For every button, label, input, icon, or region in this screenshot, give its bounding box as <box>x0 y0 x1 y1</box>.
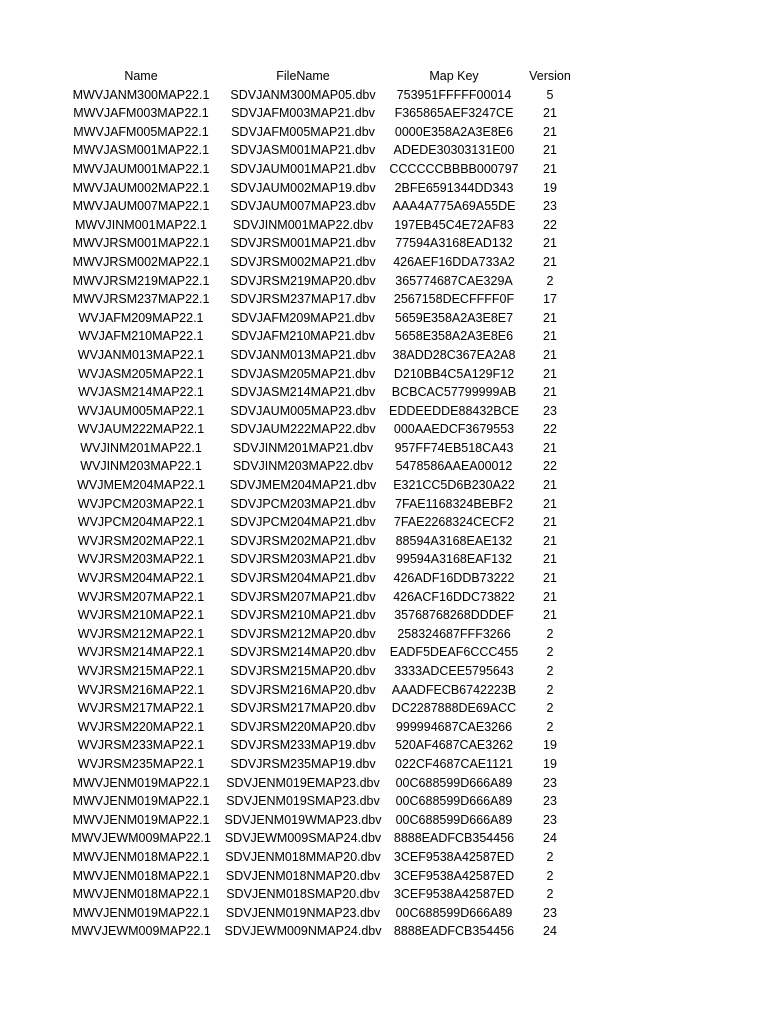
name-cell: MWVJENM018MAP22.1 <box>72 887 210 902</box>
filename-cell: SDVJASM001MAP21.dbv <box>230 143 376 158</box>
table-row <box>0 402 768 421</box>
map-key-cell: 753951FFFFF00014 <box>396 87 512 102</box>
name-cell: WVJRSM207MAP22.1 <box>77 589 205 604</box>
version-cell: 17 <box>543 292 557 307</box>
map-key-cell: 3CEF9538A42587ED <box>393 887 515 902</box>
map-key-cell: 88594A3168EAE132 <box>395 533 513 548</box>
name-cell: WVJMEM204MAP22.1 <box>77 478 205 493</box>
version-cell: 21 <box>543 310 557 325</box>
map-key-cell: AAADFECB6742223B <box>391 682 517 697</box>
map-key-cell: 000AAEDCF3679553 <box>393 422 515 437</box>
filename-cell: SDVJRSM207MAP21.dbv <box>230 589 376 604</box>
version-cell: 23 <box>543 775 557 790</box>
filename-cell: SDVJAFM003MAP21.dbv <box>231 106 375 121</box>
name-cell: MWVJRSM237MAP22.1 <box>72 292 210 307</box>
table-row <box>0 922 768 941</box>
filename-cell: SDVJASM214MAP21.dbv <box>230 385 376 400</box>
table-row <box>0 476 768 495</box>
filename-cell: SDVJASM205MAP21.dbv <box>230 366 376 381</box>
map-key-cell: EDDEEDDE88432BCE <box>389 403 519 418</box>
map-key-cell: BCBCAC57799999AB <box>391 385 517 400</box>
version-cell: 24 <box>543 924 557 939</box>
version-cell: 21 <box>543 329 557 344</box>
version-cell: 22 <box>543 459 557 474</box>
map-key-cell: F365865AEF3247CE <box>394 106 514 121</box>
filename-cell: SDVJENM018SMAP20.dbv <box>226 887 380 902</box>
filename-cell: SDVJAUM002MAP19.dbv <box>230 180 376 195</box>
table-row <box>0 848 768 867</box>
version-cell: 21 <box>543 440 557 455</box>
map-key-cell: 38ADD28C367EA2A8 <box>392 347 516 362</box>
filename-cell: SDVJPCM203MAP21.dbv <box>230 496 376 511</box>
filename-cell: SDVJPCM204MAP21.dbv <box>230 515 376 530</box>
filename-cell: SDVJRSM233MAP19.dbv <box>230 738 376 753</box>
filename-cell: SDVJENM019WMAP23.dbv <box>224 812 382 827</box>
table-row <box>0 346 768 365</box>
version-cell: 5 <box>546 87 554 102</box>
table-row <box>0 550 768 569</box>
map-key-cell: 258324687FFF3266 <box>397 626 511 641</box>
version-cell: 2 <box>546 664 554 678</box>
map-key-cell: AAA4A775A69A55DE <box>392 199 516 214</box>
filename-cell: SDVJAFM209MAP21.dbv <box>231 310 375 325</box>
filename-cell: SDVJAUM001MAP21.dbv <box>230 161 376 176</box>
name-cell: WVJRSM204MAP22.1 <box>77 571 205 586</box>
name-cell: WVJRSM216MAP22.1 <box>77 682 205 697</box>
version-cell: 21 <box>543 608 557 623</box>
map-key-cell: ADEDE30303131E00 <box>393 143 515 158</box>
filename-cell: SDVJEWM009SMAP24.dbv <box>224 831 382 846</box>
filename-cell: SDVJRSM237MAP17.dbv <box>230 292 376 307</box>
version-cell: 21 <box>543 515 557 530</box>
table-row <box>0 532 768 551</box>
table-row <box>0 625 768 644</box>
table-row <box>0 86 768 105</box>
filename-cell: SDVJRSM217MAP20.dbv <box>230 701 376 716</box>
version-cell: 21 <box>543 254 557 269</box>
filename-cell: SDVJRSM216MAP20.dbv <box>230 682 376 697</box>
map-key-cell: 3333ADCEE5795643 <box>394 664 514 678</box>
map-key-cell: 0000E358A2A3E8E6 <box>394 124 514 139</box>
version-cell: 21 <box>543 366 557 381</box>
column-header-map-key: Map Key <box>429 69 479 83</box>
filename-cell: SDVJAFM210MAP21.dbv <box>231 329 375 344</box>
table-row <box>0 253 768 272</box>
version-cell: 21 <box>543 143 557 158</box>
table-row <box>0 365 768 384</box>
header-row <box>0 67 768 86</box>
version-cell: 21 <box>543 552 557 567</box>
name-cell: MWVJRSM002MAP22.1 <box>72 254 210 269</box>
version-cell: 2 <box>546 626 554 641</box>
filename-cell: SDVJRSM214MAP20.dbv <box>230 645 376 660</box>
filename-cell: SDVJEWM009NMAP24.dbv <box>224 924 382 939</box>
map-key-cell: 8888EADFCB354456 <box>393 831 515 846</box>
version-cell: 2 <box>546 682 554 697</box>
map-key-cell: 197EB45C4E72AF83 <box>394 217 514 232</box>
filename-cell: SDVJRSM219MAP20.dbv <box>230 273 376 288</box>
filename-cell: SDVJANM013MAP21.dbv <box>230 347 376 362</box>
filename-cell: SDVJAUM005MAP23.dbv <box>230 403 376 418</box>
version-cell: 21 <box>543 496 557 511</box>
table-row <box>0 160 768 179</box>
version-cell: 22 <box>543 422 557 437</box>
filename-cell: SDVJINM001MAP22.dbv <box>232 217 374 232</box>
filename-cell: SDVJRSM235MAP19.dbv <box>230 756 376 771</box>
table-row <box>0 736 768 755</box>
version-cell: 21 <box>543 347 557 362</box>
name-cell: WVJRSM235MAP22.1 <box>77 756 205 771</box>
map-key-cell: CCCCCCBBBB000797 <box>389 161 519 176</box>
name-cell: WVJRSM203MAP22.1 <box>77 552 205 567</box>
map-key-cell: 00C688599D666A89 <box>395 905 513 920</box>
version-cell: 2 <box>546 273 554 288</box>
table-row <box>0 439 768 458</box>
filename-cell: SDVJRSM203MAP21.dbv <box>230 552 376 567</box>
name-cell: WVJASM205MAP22.1 <box>78 366 204 381</box>
version-cell: 23 <box>543 794 557 809</box>
name-cell: WVJRSM220MAP22.1 <box>77 719 205 734</box>
map-key-cell: 00C688599D666A89 <box>395 812 513 827</box>
filename-cell: SDVJANM300MAP05.dbv <box>230 87 376 102</box>
version-cell: 21 <box>543 161 557 176</box>
table-row <box>0 792 768 811</box>
version-cell: 23 <box>543 199 557 214</box>
table-row <box>0 383 768 402</box>
name-cell: MWVJAUM002MAP22.1 <box>72 180 210 195</box>
filename-cell: SDVJRSM204MAP21.dbv <box>230 571 376 586</box>
filename-cell: SDVJENM018NMAP20.dbv <box>225 868 381 883</box>
name-cell: WVJRSM217MAP22.1 <box>77 701 205 716</box>
map-key-cell: 520AF4687CAE3262 <box>394 738 514 753</box>
version-cell: 23 <box>543 403 557 418</box>
map-key-cell: D210BB4C5A129F12 <box>393 366 515 381</box>
name-cell: MWVJINM001MAP22.1 <box>75 217 207 232</box>
name-cell: MWVJASM001MAP22.1 <box>72 143 210 158</box>
version-cell: 23 <box>543 905 557 920</box>
name-cell: MWVJAUM007MAP22.1 <box>72 199 210 214</box>
table-row <box>0 513 768 532</box>
column-header-version: Version <box>529 69 571 83</box>
version-cell: 2 <box>546 849 554 864</box>
version-cell: 21 <box>543 478 557 493</box>
map-key-cell: 7FAE1168324BEBF2 <box>395 496 513 511</box>
filename-cell: SDVJENM018MMAP20.dbv <box>225 849 381 864</box>
name-cell: MWVJENM019MAP22.1 <box>72 812 210 827</box>
table-row <box>0 457 768 476</box>
name-cell: MWVJAUM001MAP22.1 <box>72 161 210 176</box>
version-cell: 2 <box>546 887 554 902</box>
map-key-cell: 3CEF9538A42587ED <box>393 868 515 883</box>
name-cell: WVJAUM005MAP22.1 <box>77 403 205 418</box>
table-row <box>0 904 768 923</box>
version-cell: 21 <box>543 236 557 251</box>
filename-cell: SDVJRSM215MAP20.dbv <box>230 664 376 678</box>
filename-cell: SDVJRSM212MAP20.dbv <box>230 626 376 641</box>
version-cell: 2 <box>546 701 554 716</box>
table-row <box>0 867 768 886</box>
table-row <box>0 569 768 588</box>
spreadsheet-table <box>0 67 768 941</box>
version-cell: 21 <box>543 571 557 586</box>
version-cell: 21 <box>543 124 557 139</box>
name-cell: WVJRSM233MAP22.1 <box>77 738 205 753</box>
filename-cell: SDVJRSM002MAP21.dbv <box>230 254 376 269</box>
name-cell: MWVJEWM009MAP22.1 <box>71 924 211 939</box>
table-row <box>0 774 768 793</box>
version-cell: 19 <box>543 756 557 771</box>
filename-cell: SDVJENM019SMAP23.dbv <box>226 794 380 809</box>
map-key-cell: 8888EADFCB354456 <box>393 924 515 939</box>
map-key-cell: 2BFE6591344DD343 <box>394 180 514 195</box>
version-cell: 2 <box>546 868 554 883</box>
name-cell: MWVJAFM005MAP22.1 <box>73 124 209 139</box>
table-row <box>0 420 768 439</box>
filename-cell: SDVJRSM202MAP21.dbv <box>230 533 376 548</box>
filename-cell: SDVJINM203MAP22.dbv <box>232 459 374 474</box>
map-key-cell: 99594A3168EAF132 <box>395 552 513 567</box>
version-cell: 23 <box>543 812 557 827</box>
name-cell: MWVJEWM009MAP22.1 <box>71 831 211 846</box>
name-cell: WVJANM013MAP22.1 <box>77 347 205 362</box>
map-key-cell: E321CC5D6B230A22 <box>393 478 515 493</box>
name-cell: WVJPCM204MAP22.1 <box>77 515 205 530</box>
filename-cell: SDVJMEM204MAP21.dbv <box>229 478 377 493</box>
table-row <box>0 588 768 607</box>
table-row <box>0 309 768 328</box>
version-cell: 2 <box>546 719 554 734</box>
name-cell: WVJINM203MAP22.1 <box>80 459 202 474</box>
table-row <box>0 272 768 291</box>
table-row <box>0 829 768 848</box>
map-key-cell: 00C688599D666A89 <box>395 775 513 790</box>
version-cell: 21 <box>543 106 557 121</box>
filename-cell: SDVJRSM220MAP20.dbv <box>230 719 376 734</box>
name-cell: WVJAFM210MAP22.1 <box>78 329 204 344</box>
map-key-cell: 957FF74EB518CA43 <box>394 440 514 455</box>
name-cell: MWVJENM018MAP22.1 <box>72 849 210 864</box>
table-row <box>0 495 768 514</box>
map-key-cell: 426AEF16DDA733A2 <box>393 254 515 269</box>
filename-cell: SDVJENM019EMAP23.dbv <box>226 775 380 790</box>
table-row <box>0 290 768 309</box>
name-cell: WVJRSM215MAP22.1 <box>77 664 205 678</box>
name-cell: MWVJANM300MAP22.1 <box>72 87 210 102</box>
map-key-cell: 022CF4687CAE1121 <box>395 756 513 771</box>
map-key-cell: 35768768268DDDEF <box>394 608 514 623</box>
map-key-cell: 365774687CAE329A <box>395 273 513 288</box>
name-cell: WVJINM201MAP22.1 <box>80 440 202 455</box>
name-cell: MWVJENM019MAP22.1 <box>72 794 210 809</box>
map-key-cell: EADF5DEAF6CCC455 <box>389 645 519 660</box>
map-key-cell: 2567158DECFFFF0F <box>393 292 515 307</box>
table-row <box>0 681 768 700</box>
table-row <box>0 755 768 774</box>
filename-cell: SDVJINM201MAP21.dbv <box>232 440 374 455</box>
filename-cell: SDVJENM019NMAP23.dbv <box>225 905 381 920</box>
name-cell: MWVJENM019MAP22.1 <box>72 775 210 790</box>
map-key-cell: 7FAE2268324CECF2 <box>393 515 515 530</box>
name-cell: WVJAUM222MAP22.1 <box>77 422 205 437</box>
name-cell: MWVJRSM001MAP22.1 <box>72 236 210 251</box>
map-key-cell: 5659E358A2A3E8E7 <box>394 310 514 325</box>
version-cell: 22 <box>543 217 557 232</box>
column-header-filename: FileName <box>276 69 330 83</box>
name-cell: WVJPCM203MAP22.1 <box>77 496 205 511</box>
version-cell: 21 <box>543 385 557 400</box>
table-row <box>0 141 768 160</box>
map-key-cell: 426ADF16DDB73222 <box>393 571 515 586</box>
map-key-cell: 5478586AAEA00012 <box>395 459 513 474</box>
filename-cell: SDVJAUM007MAP23.dbv <box>230 199 376 214</box>
name-cell: WVJRSM210MAP22.1 <box>77 608 205 623</box>
table-row <box>0 123 768 142</box>
version-cell: 21 <box>543 533 557 548</box>
table-body <box>0 86 768 941</box>
map-key-cell: 3CEF9538A42587ED <box>393 849 515 864</box>
version-cell: 21 <box>543 589 557 604</box>
filename-cell: SDVJAFM005MAP21.dbv <box>231 124 375 139</box>
table-row <box>0 216 768 235</box>
table-row <box>0 197 768 216</box>
filename-cell: SDVJRSM001MAP21.dbv <box>230 236 376 251</box>
column-header-name: Name <box>124 69 158 83</box>
table-row <box>0 811 768 830</box>
map-key-cell: DC2287888DE69ACC <box>391 701 517 716</box>
filename-cell: SDVJAUM222MAP22.dbv <box>230 422 376 437</box>
name-cell: MWVJRSM219MAP22.1 <box>72 273 210 288</box>
map-key-cell: 426ACF16DDC73822 <box>393 589 515 604</box>
name-cell: WVJRSM202MAP22.1 <box>77 533 205 548</box>
table-row <box>0 179 768 198</box>
table-row <box>0 104 768 123</box>
version-cell: 19 <box>543 180 557 195</box>
version-cell: 2 <box>546 645 554 660</box>
table-row <box>0 699 768 718</box>
table-row <box>0 234 768 253</box>
map-key-cell: 00C688599D666A89 <box>395 794 513 809</box>
filename-cell: SDVJRSM210MAP21.dbv <box>230 608 376 623</box>
name-cell: WVJRSM212MAP22.1 <box>77 626 205 641</box>
name-cell: WVJRSM214MAP22.1 <box>77 645 205 660</box>
name-cell: MWVJAFM003MAP22.1 <box>73 106 209 121</box>
table-row <box>0 327 768 346</box>
map-key-cell: 999994687CAE3266 <box>395 719 513 734</box>
name-cell: WVJASM214MAP22.1 <box>78 385 204 400</box>
table-row <box>0 718 768 737</box>
table-row <box>0 662 768 681</box>
version-cell: 24 <box>543 831 557 846</box>
table-row <box>0 643 768 662</box>
name-cell: WVJAFM209MAP22.1 <box>78 310 204 325</box>
name-cell: MWVJENM018MAP22.1 <box>72 868 210 883</box>
map-key-cell: 77594A3168EAD132 <box>395 236 513 251</box>
name-cell: MWVJENM019MAP22.1 <box>72 905 210 920</box>
version-cell: 19 <box>543 738 557 753</box>
table-row <box>0 606 768 625</box>
map-key-cell: 5658E358A2A3E8E6 <box>394 329 514 344</box>
table-row <box>0 885 768 904</box>
